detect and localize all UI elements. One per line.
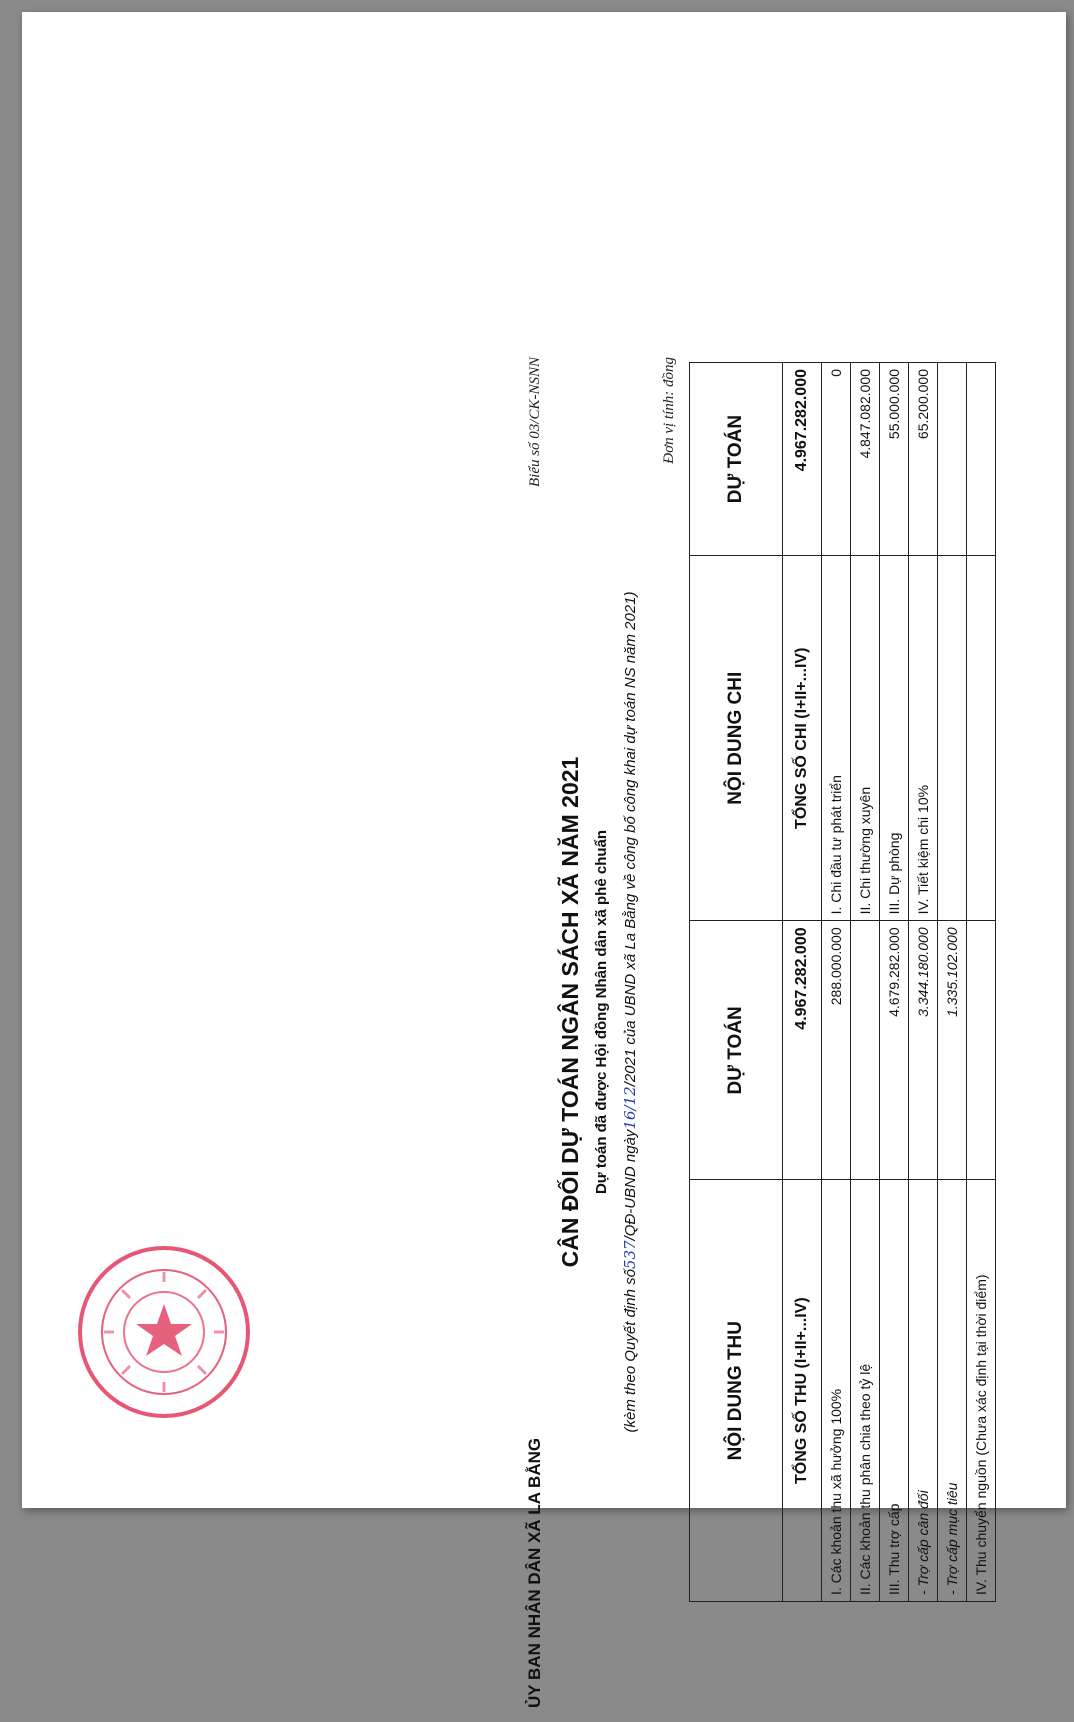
budget-table: [689, 362, 996, 1602]
table-header-row: [690, 363, 783, 1602]
table-row: [880, 363, 909, 1602]
decree-part3: /2021 của UBND xã La Bằng về công bố công khai dự toán NS năm 2021): [622, 591, 639, 1087]
table-row: [851, 363, 880, 1602]
cell-chi: I. Chi đầu tư phát triển: [822, 556, 851, 921]
unit-label: Đơn vị tính: đồng: [661, 357, 677, 464]
cell-chi: [938, 556, 967, 921]
decree-number: 537: [621, 1240, 639, 1270]
cell-thu-value: 4.967.282.000: [783, 921, 822, 1180]
cell-thu: III. Thu trợ cấp: [880, 1180, 909, 1602]
cell-chi: IV. Tiết kiệm chi 10%: [909, 556, 938, 921]
cell-chi: [967, 556, 996, 921]
cell-chi-value: [967, 363, 996, 556]
table-row: [909, 363, 938, 1602]
header-du-toan-thu: DỰ TOÁN: [690, 921, 783, 1180]
table-row-total: [783, 363, 822, 1602]
cell-chi-value: 55.000.000: [880, 363, 909, 556]
table-row: [938, 363, 967, 1602]
header-du-toan-chi: DỰ TOÁN: [690, 363, 783, 556]
rotated-content: [499, 302, 1074, 1722]
header-chi: NỘI DUNG CHI: [690, 556, 783, 921]
decree-part2: /QĐ-UBND ngày: [622, 1129, 639, 1241]
table-row: [967, 363, 996, 1602]
decree-part1: (kèm theo Quyết định số: [622, 1269, 639, 1433]
cell-thu-value: 4.679.282.000: [880, 921, 909, 1180]
cell-thu-value: 1.335.102.000: [938, 921, 967, 1180]
cell-thu-value: 288.000.000: [822, 921, 851, 1180]
cell-thu: II. Các khoản thu phân chia theo tỷ lệ: [851, 1180, 880, 1602]
header-thu: NỘI DUNG THU: [690, 1180, 783, 1602]
cell-chi: TỔNG SỐ CHI (I+II+...IV): [783, 556, 822, 921]
cell-thu-value: [851, 921, 880, 1180]
organization-name: ỦY BAN NHÂN DÂN XÃ LA BẰNG: [525, 1437, 544, 1708]
cell-thu: - Trợ cấp mục tiêu: [938, 1180, 967, 1602]
cell-thu: I. Các khoản thu xã hưởng 100%: [822, 1180, 851, 1602]
decree-reference: [621, 302, 639, 1722]
document-title: CÂN ĐỐI DỰ TOÁN NGÂN SÁCH XÃ NĂM 2021: [557, 756, 583, 1268]
cell-thu: IV. Thu chuyển nguồn (Chưa xác định tại thời điểm): [967, 1180, 996, 1602]
cell-thu: TỔNG SỐ THU (I+II+...IV): [783, 1180, 822, 1602]
decree-date: 16/12: [621, 1086, 639, 1130]
cell-thu-value: [967, 921, 996, 1180]
table-row: [822, 363, 851, 1602]
official-seal-icon: [74, 1242, 254, 1422]
cell-thu: - Trợ cấp cân đối: [909, 1180, 938, 1602]
cell-thu-value: 3.344.180.000: [909, 921, 938, 1180]
cell-chi: III. Dự phòng: [880, 556, 909, 921]
cell-chi-value: 65.200.000: [909, 363, 938, 556]
document-page: [22, 12, 1066, 1708]
cell-chi-value: 4.847.082.000: [851, 363, 880, 556]
cell-chi-value: 4.967.282.000: [783, 363, 822, 556]
cell-chi-value: 0: [822, 363, 851, 556]
cell-chi-value: [938, 363, 967, 556]
form-code: Biểu số 03/CK-NSNN: [527, 357, 543, 488]
document-subtitle: Dự toán đã được Hội đồng Nhân dân xã phê chuẩn: [593, 829, 610, 1195]
cell-chi: II. Chi thường xuyên: [851, 556, 880, 921]
